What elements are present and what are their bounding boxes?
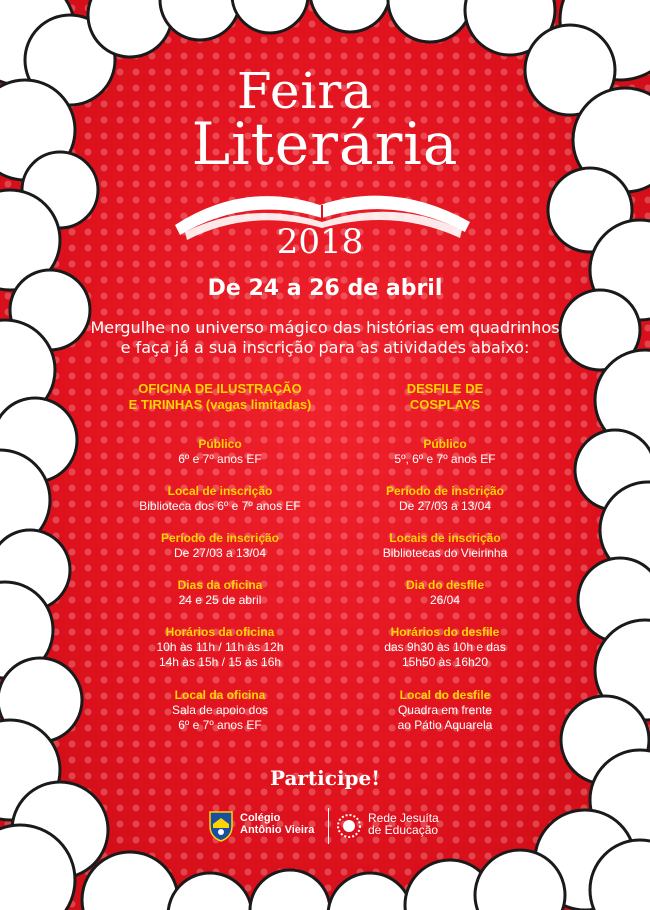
workshop-label: Período de inscrição	[160, 531, 280, 545]
school-name-line-2: Antônio Vieira	[240, 824, 315, 836]
workshop-label: Local da oficina	[174, 688, 266, 702]
cosplay-value: das 9h30 às 10h e das	[384, 640, 506, 654]
workshop-label: Dias da oficina	[177, 578, 263, 592]
cosplay-label: Dia do desfile	[405, 578, 485, 592]
footer-logos	[208, 806, 468, 846]
call-to-action: Participe!	[269, 766, 381, 790]
title-line-1: Feira	[236, 62, 374, 120]
workshop-label: Público	[198, 437, 242, 451]
cosplay-label: Público	[423, 437, 467, 451]
workshop-value: 10h às 11h / 11h às 12h	[156, 640, 284, 654]
cosplay-column	[315, 381, 575, 751]
workshop-label: Horários da oficina	[165, 625, 275, 639]
cosplay-value: 15h50 às 16h20	[401, 655, 489, 669]
workshop-value: 6º e 7º anos EF	[178, 452, 262, 466]
workshop-value: 6º e 7º anos EF	[178, 718, 262, 732]
cosplay-value: Bibliotecas do Vieirinha	[382, 546, 508, 560]
school-shield-icon	[208, 810, 234, 842]
title-line-2: Literária	[191, 110, 459, 178]
cosplay-value: 5º, 6º e 7º anos EF	[394, 452, 496, 466]
cosplay-label: Período de inscrição	[385, 484, 505, 498]
event-year: 2018	[276, 222, 364, 262]
intro-line-1: Mergulhe no universo mágico das histórias em quadrinhos	[90, 318, 560, 337]
school-name-line-1: Colégio	[240, 812, 281, 824]
cosplay-label: Horários do desfile	[390, 625, 500, 639]
cosplay-label: Locais de inscrição	[389, 531, 501, 545]
cosplay-value: Quadra em frente	[397, 703, 493, 717]
workshop-value: 24 e 25 de abril	[178, 593, 262, 607]
workshop-heading-line-1: OFICINA DE ILUSTRAÇÃO	[138, 381, 302, 396]
workshop-column	[90, 381, 350, 751]
cosplay-heading-line-1: DESFILE DE	[406, 381, 484, 396]
jesuit-network-emblem-icon	[336, 813, 362, 839]
cosplay-value: ao Pátio Aquarela	[397, 718, 493, 732]
workshop-value: Biblioteca dos 6º e 7º anos EF	[139, 499, 301, 513]
network-name-line-1: Rede Jesuíta	[368, 811, 439, 825]
intro-text	[0, 318, 650, 358]
workshop-value: Sala de apoio dos	[171, 703, 269, 717]
workshop-label: Local de inscrição	[167, 484, 273, 498]
intro-line-2: e faça já a sua inscrição para as atividades abaixo:	[120, 338, 530, 357]
cosplay-label: Local do desfile	[399, 688, 491, 702]
workshop-value: De 27/03 a 13/04	[173, 546, 267, 560]
logo-divider	[328, 808, 329, 844]
network-name-line-2: de Educação	[368, 823, 439, 837]
cosplay-value: 26/04	[429, 593, 461, 607]
cosplay-value: De 27/03 a 13/04	[398, 499, 492, 513]
workshop-heading-line-2: E TIRINHAS (vagas limitadas)	[128, 397, 312, 412]
workshop-value: 14h às 15h / 15 às 16h	[158, 655, 282, 669]
event-dates: De 24 a 26 de abril	[207, 276, 443, 301]
cosplay-heading-line-2: COSPLAYS	[409, 397, 481, 412]
